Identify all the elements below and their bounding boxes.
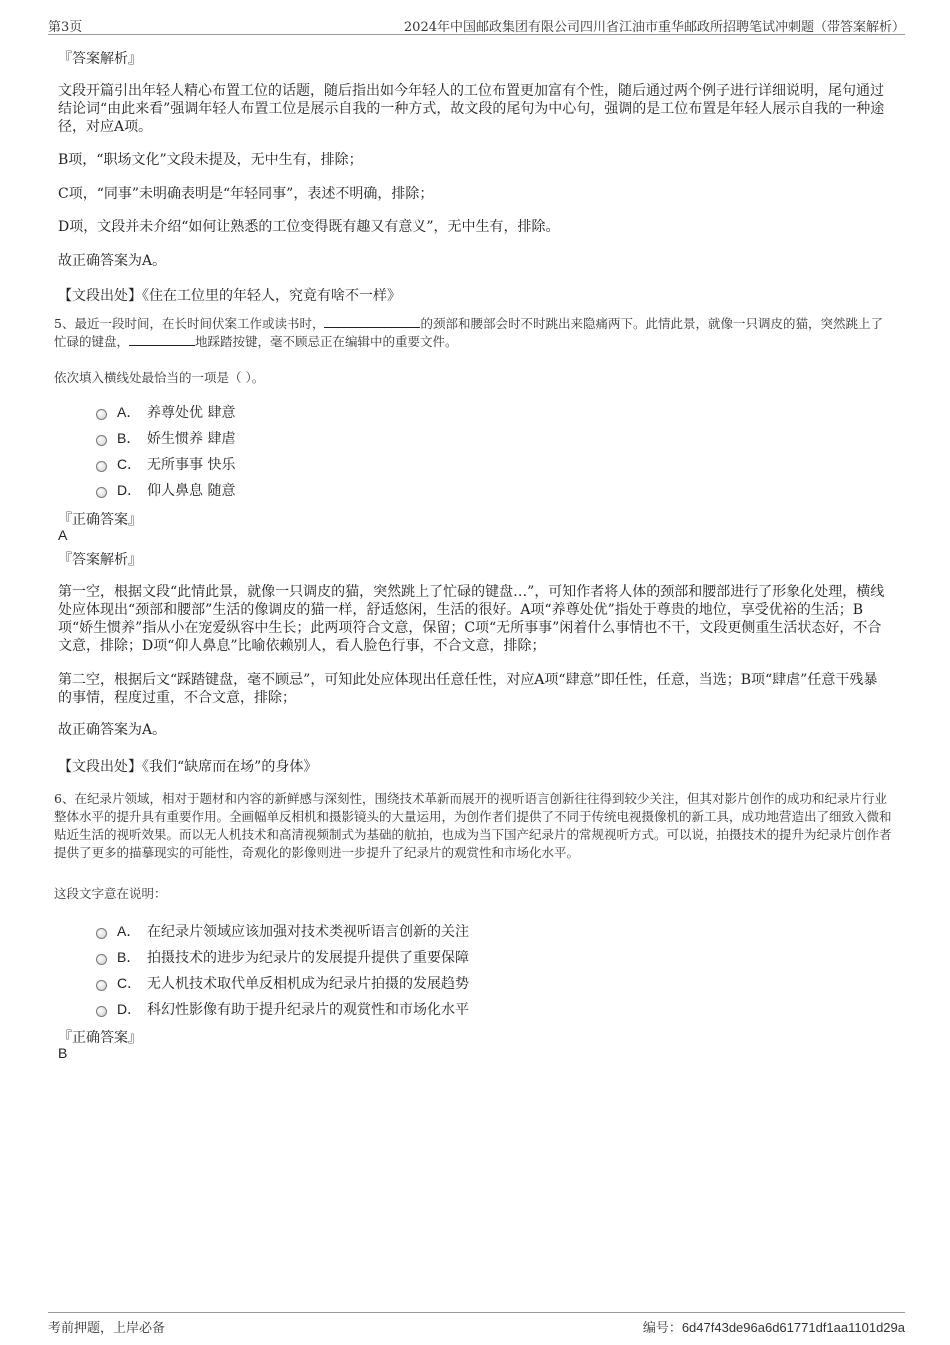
option-c[interactable]: C． 无所事事 快乐 [96,454,235,474]
radio-icon[interactable] [96,928,107,939]
footer-slogan: 考前押题，上岸必备 [48,1321,166,1336]
radio-icon[interactable] [96,1006,107,1017]
correct-answer: B [58,1045,68,1061]
option-c[interactable]: C． 无人机技术取代单反相机成为纪录片拍摄的发展趋势 [96,973,469,993]
analysis-paragraph: 第二空，根据后文“踩踏键盘，毫不顾忌”，可知此处应体现出任意任性，对应A项“肆意”即任性，任意，当选；B项“肆虐”任意干残暴的事情，程度过重，不合文意，排除； [58,672,878,706]
correct-answer-label: 『正确答案』 [58,1030,142,1046]
radio-icon[interactable] [96,409,107,420]
correct-answer: A [58,527,68,543]
page-header [48,14,905,35]
question-prompt: 这段文字意在说明： [54,886,167,901]
option-b[interactable]: B． 娇生惯养 肆虐 [96,428,235,448]
fill-blank [324,315,420,328]
radio-icon[interactable] [96,435,107,446]
stem-part: 地踩踏按键，毫不顾忌正在编辑中的重要文件。 [195,334,458,349]
stem-part: 的颈部和腰部会时不时跳出来隐痛两下。此情此景，就像一只调皮的猫，突然跳上了忙碌的键盘， [54,316,883,349]
correct-answer-label: 『正确答案』 [58,512,142,528]
page-footer [48,1312,905,1337]
radio-icon[interactable] [96,461,107,472]
question-prompt: 依次填入横线处最恰当的一项是（ ）。 [54,370,265,385]
option-d[interactable]: D． 科幻性影像有助于提升纪录片的观赏性和市场化水平 [96,999,469,1019]
radio-icon[interactable] [96,487,107,498]
question-stem: 6、在纪录片领域，相对于题材和内容的新鲜感与深刻性，围绕技术革新而展开的视听语言创新往往得到较少关注，但其对影片创作的成功和纪录片行业整体水平的提升具有重要作用。全画幅单反相机和摄影镜头的大量运用，为创作者们提供了不同于传统电视摄像机的新工具，成功地营造出了细致入微和贴近生活的视听效果。而以无人机技术和高清视频制式为基础的航拍，也成为当下国产纪录片的常规视听方式。可以说，拍摄技术的提升为纪录片创作者提供了更多的描摹现实的可能性，奇观化的影像则进一步提升了纪录片的观赏性和市场化水平。 [54,791,892,860]
fill-blank [129,333,195,346]
source-citation: 【文段出处】《住在工位里的年轻人，究竟有啥不一样》 [58,288,401,304]
analysis-paragraph: 文段开篇引出年轻人精心布置工位的话题，随后指出如今年轻人的工位布置更加富有个性，随后通过两个例子进行详细说明，尾句通过结论词“由此来看”强调年轻人布置工位是展示自我的一种方式，故文段的尾句为中心句，强调的是工位布置是年轻人展示自我的一种途径，对应A项。 [58,83,885,135]
stem-part: 5、最近一段时间，在长时间伏案工作或读书时， [54,316,325,331]
radio-icon[interactable] [96,980,107,991]
document-id: 编号：6d47f43de96a6d61771df1aa1101d29a [642,1320,905,1336]
conclusion-text: 故正确答案为A。 [58,253,167,269]
option-a[interactable]: A． 在纪录片领域应该加强对技术类视听语言创新的关注 [96,921,469,941]
analysis-label: 『答案解析』 [58,552,142,568]
analysis-paragraph: D项，文段并未介绍“如何让熟悉的工位变得既有趣又有意义”，无中生有，排除。 [58,219,560,235]
radio-icon[interactable] [96,954,107,965]
question-stem [54,315,894,351]
source-citation: 【文段出处】《我们“缺席而在场”的身体》 [58,759,318,775]
analysis-label: 『答案解析』 [58,51,142,67]
analysis-paragraph: C项，“同事”未明确表明是“年轻同事”，表述不明确，排除； [58,186,434,202]
option-a[interactable]: A． 养尊处优 肆意 [96,402,235,422]
document-title: 2024年中国邮政集团有限公司四川省江油市重华邮政所招聘笔试冲刺题（带答案解析） [403,20,905,35]
analysis-paragraph: B项，“职场文化”文段未提及，无中生有，排除； [58,152,363,168]
analysis-paragraph: 第一空，根据文段“此情此景，就像一只调皮的猫，突然跳上了忙碌的键盘…”，可知作者将人体的颈部和腰部进行了形象化处理，横线处应体现出“颈部和腰部”生活的像调皮的猫一样，舒适悠闲，生活的很好。A项“养尊处优”指处于尊贵的地位，享受优裕的生活；B项“娇生惯养”指从小在宠爱纵容中生长；此两项符合文意，保留；C项“无所事事”闲着什么事情也不干，文段更侧重生活状态好，不合文意，排除；D项“仰人鼻息”比喻依赖别人，看人脸色行事，不合文意，排除； [58,584,885,654]
page-number: 第3页 [48,20,83,35]
conclusion-text: 故正确答案为A。 [58,722,167,738]
option-b[interactable]: B． 拍摄技术的进步为纪录片的发展提升提供了重要保障 [96,947,469,967]
option-d[interactable]: D． 仰人鼻息 随意 [96,480,235,500]
